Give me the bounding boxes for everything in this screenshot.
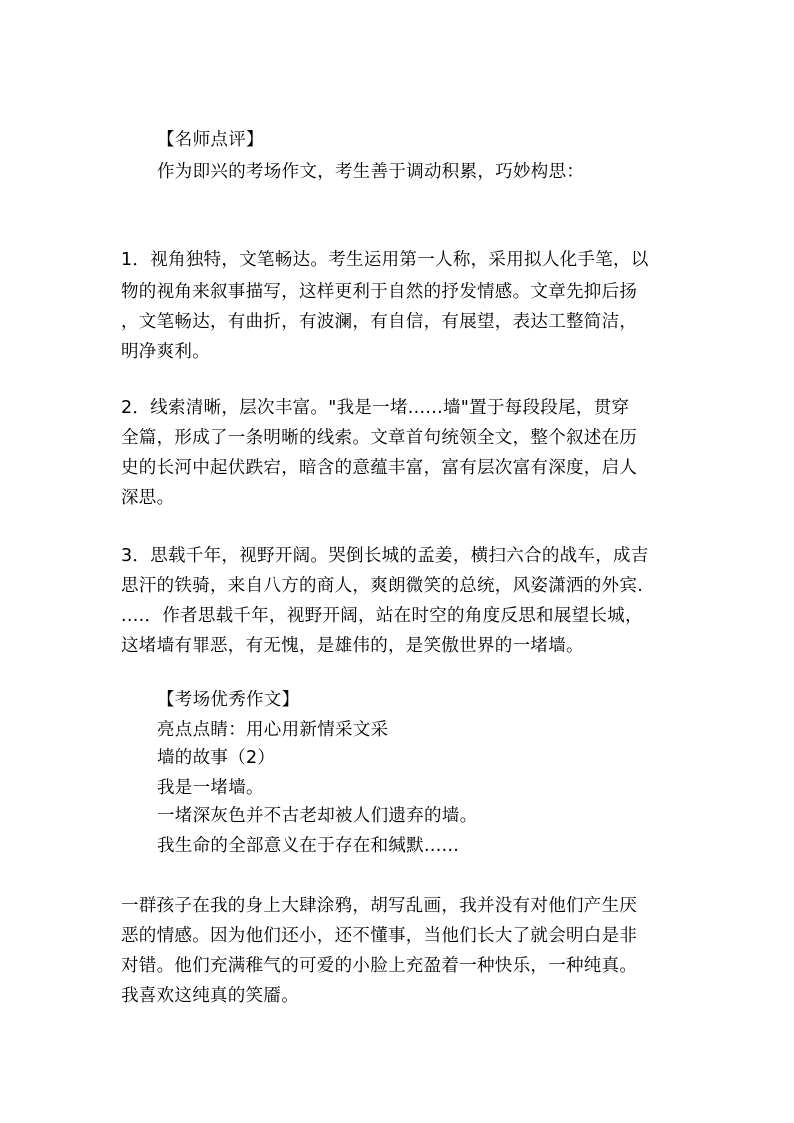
point-1-line: 1．视角独特，文笔畅达。考生运用第一人称，采用拟人化手笔，以 [121, 250, 649, 270]
point-1-line: 物的视角来叙事描写，这样更利于自然的抒发情感。文章先抑后扬 [121, 282, 638, 302]
essay-paragraph: 我生命的全部意义在于存在和缄默...... [157, 836, 460, 856]
essay-paragraph: 一堵深灰色并不古老却被人们遗弃的墙。 [157, 806, 478, 826]
review-intro: 作为即兴的考场作文，考生善于调动积累，巧妙构思： [157, 162, 585, 182]
essay-highlight: 亮点点睛：用心用新情采文采 [157, 720, 389, 740]
essay-body-line: 对错。他们充满稚气的可爱的小脸上充盈着一种快乐，一种纯真。 [121, 956, 638, 976]
point-2-line: 全篇，形成了一条明晰的线索。文章首句统领全文，整个叙述在历 [121, 428, 638, 448]
point-3-line: 思汗的铁骑，来自八方的商人，爽朗微笑的总统，风姿潇洒的外宾. [121, 576, 644, 596]
point-1-line: ，文笔畅达，有曲折，有波澜，有自信，有展望，表达工整简洁， [121, 312, 638, 332]
point-3-line: ....．作者思载千年，视野开阔，站在时空的角度反思和展望长城， [121, 606, 643, 626]
essay-body-line: 我喜欢这纯真的笑靥。 [121, 986, 299, 1006]
review-heading: 【名师点评】 [157, 130, 264, 150]
essay-paragraph: 我是一堵墙。 [157, 778, 264, 798]
point-2-line: 深思。 [121, 488, 175, 508]
essay-heading: 【考场优秀作文】 [157, 690, 300, 710]
point-1-line: 明净爽利。 [121, 342, 210, 362]
essay-title: 墙的故事（2） [157, 748, 276, 768]
point-3-line: 这堵墙有罪恶，有无愧，是雄伟的，是笑傲世界的一堵墙。 [121, 636, 584, 656]
point-3-line: 3．思载千年，视野开阔。哭倒长城的孟姜，横扫六合的战车，成吉 [121, 546, 649, 566]
point-2-line: 2．线索清晰，层次丰富。"我是一堵......墙"置于每段段尾，贯穿 [121, 398, 630, 418]
essay-body-line: 恶的情感。因为他们还小，还不懂事，当他们长大了就会明白是非 [121, 926, 638, 946]
essay-body-line: 一群孩子在我的身上大肆涂鸦，胡写乱画，我并没有对他们产生厌 [121, 896, 638, 916]
point-2-line: 史的长河中起伏跌宕，暗含的意蕴丰富，富有层次富有深度，启人 [121, 458, 638, 478]
